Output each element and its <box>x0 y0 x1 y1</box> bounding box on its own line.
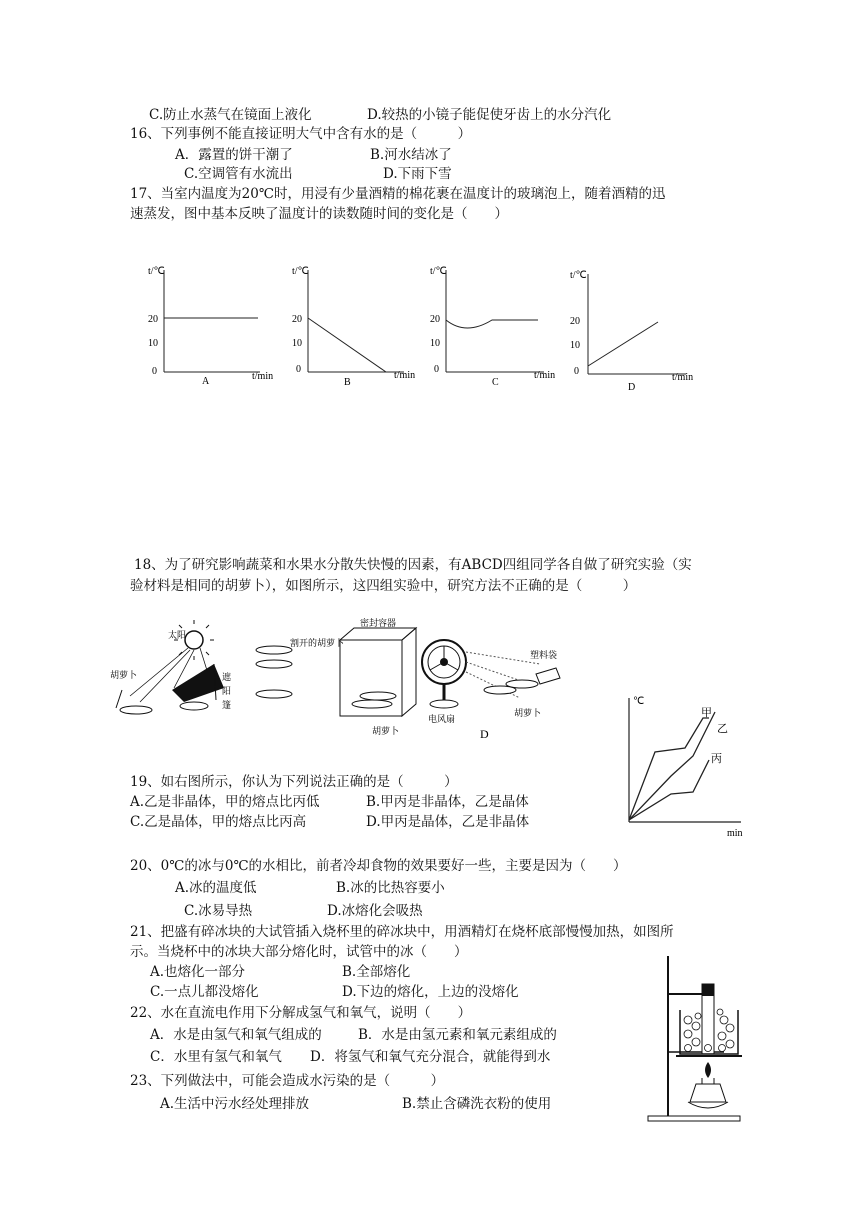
graph-b-tick-0: 0 <box>296 364 301 375</box>
q23-stem: 23、下列做法中，可能会造成水污染的是（ ） <box>130 1073 445 1089</box>
q22-option-a: A．水是由氢气和氧气组成的 <box>150 1027 322 1043</box>
graph-c-tick-20: 20 <box>430 314 440 325</box>
q19-curve-yi <box>629 712 715 820</box>
sealed-box-label: 密封容器 <box>360 619 397 629</box>
graph-b-tick-20: 20 <box>292 314 302 325</box>
graph-d-tick-10: 10 <box>570 340 580 351</box>
shade-label-1: 遮 <box>222 673 232 683</box>
q22-stem: 22、水在直流电作用下分解成氢气和氧气，说明（ ） <box>130 1005 472 1021</box>
group-d-label: D <box>480 727 489 741</box>
q22-option-d: D．将氢气和氧气充分混合，就能得到水 <box>310 1049 551 1065</box>
graph-a-tick-0: 0 <box>152 366 157 377</box>
graph-c-tick-10: 10 <box>430 338 440 349</box>
graph-c-ylabel: t/℃ <box>430 266 447 277</box>
carrot-d2-icon <box>506 680 538 688</box>
q19-graph <box>615 688 755 838</box>
q15-option-d: D.较热的小镜子能促使牙齿上的水分汽化 <box>367 107 612 123</box>
q16-option-c: C.空调管有水流出 <box>184 166 293 182</box>
q19-label-yi: 乙 <box>717 723 728 735</box>
q19-stem: 19、如右图所示，你认为下列说法正确的是（ ） <box>130 774 458 790</box>
carrot-label-c: 胡萝卜 <box>372 727 400 737</box>
q16-option-a: A．露置的饼干潮了 <box>175 147 293 163</box>
q20-stem: 20、0℃的冰与0℃的水相比，前者冷却食物的效果要好一些，主要是因为（ ） <box>130 858 627 874</box>
q16-stem: 16、下列事例不能直接证明大气中含有水的是（ ） <box>130 126 472 142</box>
q20-option-b: B.冰的比热容要小 <box>336 880 445 896</box>
electric-fan-icon <box>422 640 466 708</box>
sealed-box-icon <box>340 628 416 716</box>
graph-a-label: A <box>202 376 210 387</box>
q21-stem-line1: 21、把盛有碎冰块的大试管插入烧杯里的碎冰块中，用酒精灯在烧杯底部慢慢加热，如图所 <box>130 924 674 940</box>
graph-c-xlabel: t/min <box>534 370 556 381</box>
graph-d-curve <box>588 322 658 366</box>
carrot-b3-icon <box>256 690 292 698</box>
q20-option-a: A.冰的温度低 <box>175 880 257 896</box>
q21-option-b: B.全部熔化 <box>342 964 411 980</box>
graph-c-curve <box>446 320 538 328</box>
carrot-a2-icon <box>180 702 208 710</box>
q19-label-jia: 甲 <box>701 707 712 719</box>
q16-option-d: D.下雨下雪 <box>383 166 452 182</box>
q21-option-a: A.也熔化一部分 <box>150 964 246 980</box>
graph-d-xlabel: t/min <box>672 372 694 383</box>
q15-option-c: C.防止水蒸气在镜面上液化 <box>149 107 312 123</box>
cut-carrot-label: 割开的胡萝卜 <box>290 639 345 649</box>
graph-d <box>560 262 705 397</box>
graph-d-tick-20: 20 <box>570 316 580 327</box>
carrot-label-a: 胡萝卜 <box>110 671 138 681</box>
q18-stem-line1: 18、为了研究影响蔬菜和水果水分散失快慢的因素，有ABCD四组同学各自做了研究实验（实 <box>134 557 692 573</box>
graph-b-tick-10: 10 <box>292 338 302 349</box>
graph-b-xlabel: t/min <box>394 370 416 381</box>
q23-option-a: A.生活中污水经处理排放 <box>160 1096 310 1112</box>
flame-icon <box>705 1062 711 1078</box>
q19-option-d: D.甲丙是晶体，乙是非晶体 <box>366 814 530 830</box>
q19-option-c: C.乙是晶体，甲的熔点比丙高 <box>130 814 307 830</box>
q17-stem-line1: 17、当室内温度为20℃时，用浸有少量酒精的棉花裹在温度计的玻璃泡上，随着酒精的迅 <box>130 186 666 202</box>
graph-a <box>140 258 280 393</box>
graph-c-tick-0: 0 <box>434 364 439 375</box>
graph-d-label: D <box>628 382 636 393</box>
q18-experiment-figure <box>110 618 580 743</box>
graph-c-label: C <box>492 377 499 388</box>
shade-label-3: 篷 <box>222 701 232 711</box>
q22-option-c: C．水里有氢气和氧气 <box>150 1049 282 1065</box>
q18-stem-line2: 验材料是相同的胡萝卜），如图所示，这四组实验中，研究方法不正确的是（ ） <box>130 578 637 594</box>
graph-b-curve <box>308 318 386 372</box>
q16-option-b: B.河水结冰了 <box>370 147 452 163</box>
graph-a-ylabel: t/℃ <box>148 266 165 277</box>
carrot-a1-icon <box>120 706 152 714</box>
plastic-bag-icon <box>536 668 560 684</box>
graph-d-tick-0: 0 <box>574 366 579 377</box>
shade-label-2: 阳 <box>222 687 232 697</box>
q22-option-b: B．水是由氢元素和氧元素组成的 <box>358 1027 557 1043</box>
graph-b <box>282 258 422 393</box>
q19-ylabel: ℃ <box>633 696 645 707</box>
plastic-bag-label: 塑料袋 <box>530 651 558 661</box>
sun-label: 太阳 <box>168 631 187 641</box>
carrot-b1-icon <box>256 646 292 654</box>
q19-option-a: A.乙是非晶体，甲的熔点比丙低 <box>130 794 320 810</box>
graph-a-tick-20: 20 <box>148 314 158 325</box>
q21-stem-line2: 示。当烧杯中的冰块大部分熔化时，试管中的冰（ ） <box>130 944 468 960</box>
q20-option-d: D.冰熔化会吸热 <box>327 903 423 919</box>
graph-a-xlabel: t/min <box>252 371 274 382</box>
graph-c <box>420 258 565 393</box>
q21-apparatus-figure <box>640 950 750 1125</box>
q23-option-b: B.禁止含磷洗衣粉的使用 <box>402 1096 552 1112</box>
graph-b-ylabel: t/℃ <box>292 266 309 277</box>
carrot-label-d: 胡萝卜 <box>514 709 542 719</box>
q21-option-c: C.一点儿都没熔化 <box>150 984 259 1000</box>
graph-b-label: B <box>344 377 351 388</box>
q19-curve-jia <box>629 718 709 820</box>
q21-option-d: D.下边的熔化，上边的没熔化 <box>342 984 519 1000</box>
q19-label-bing: 丙 <box>711 753 722 765</box>
graph-d-ylabel: t/℃ <box>570 270 587 281</box>
q20-option-c: C.冰易导热 <box>184 903 253 919</box>
graph-a-tick-10: 10 <box>148 338 158 349</box>
fan-label: 电风扇 <box>428 715 456 725</box>
alcohol-lamp-icon <box>690 1084 726 1102</box>
carrot-b2-icon <box>256 660 292 668</box>
q17-stem-line2: 速蒸发，图中基本反映了温度计的读数随时间的变化是（ ） <box>130 206 508 222</box>
q19-xlabel: min <box>727 828 743 838</box>
q19-option-b: B.甲丙是非晶体，乙是晶体 <box>366 794 529 810</box>
